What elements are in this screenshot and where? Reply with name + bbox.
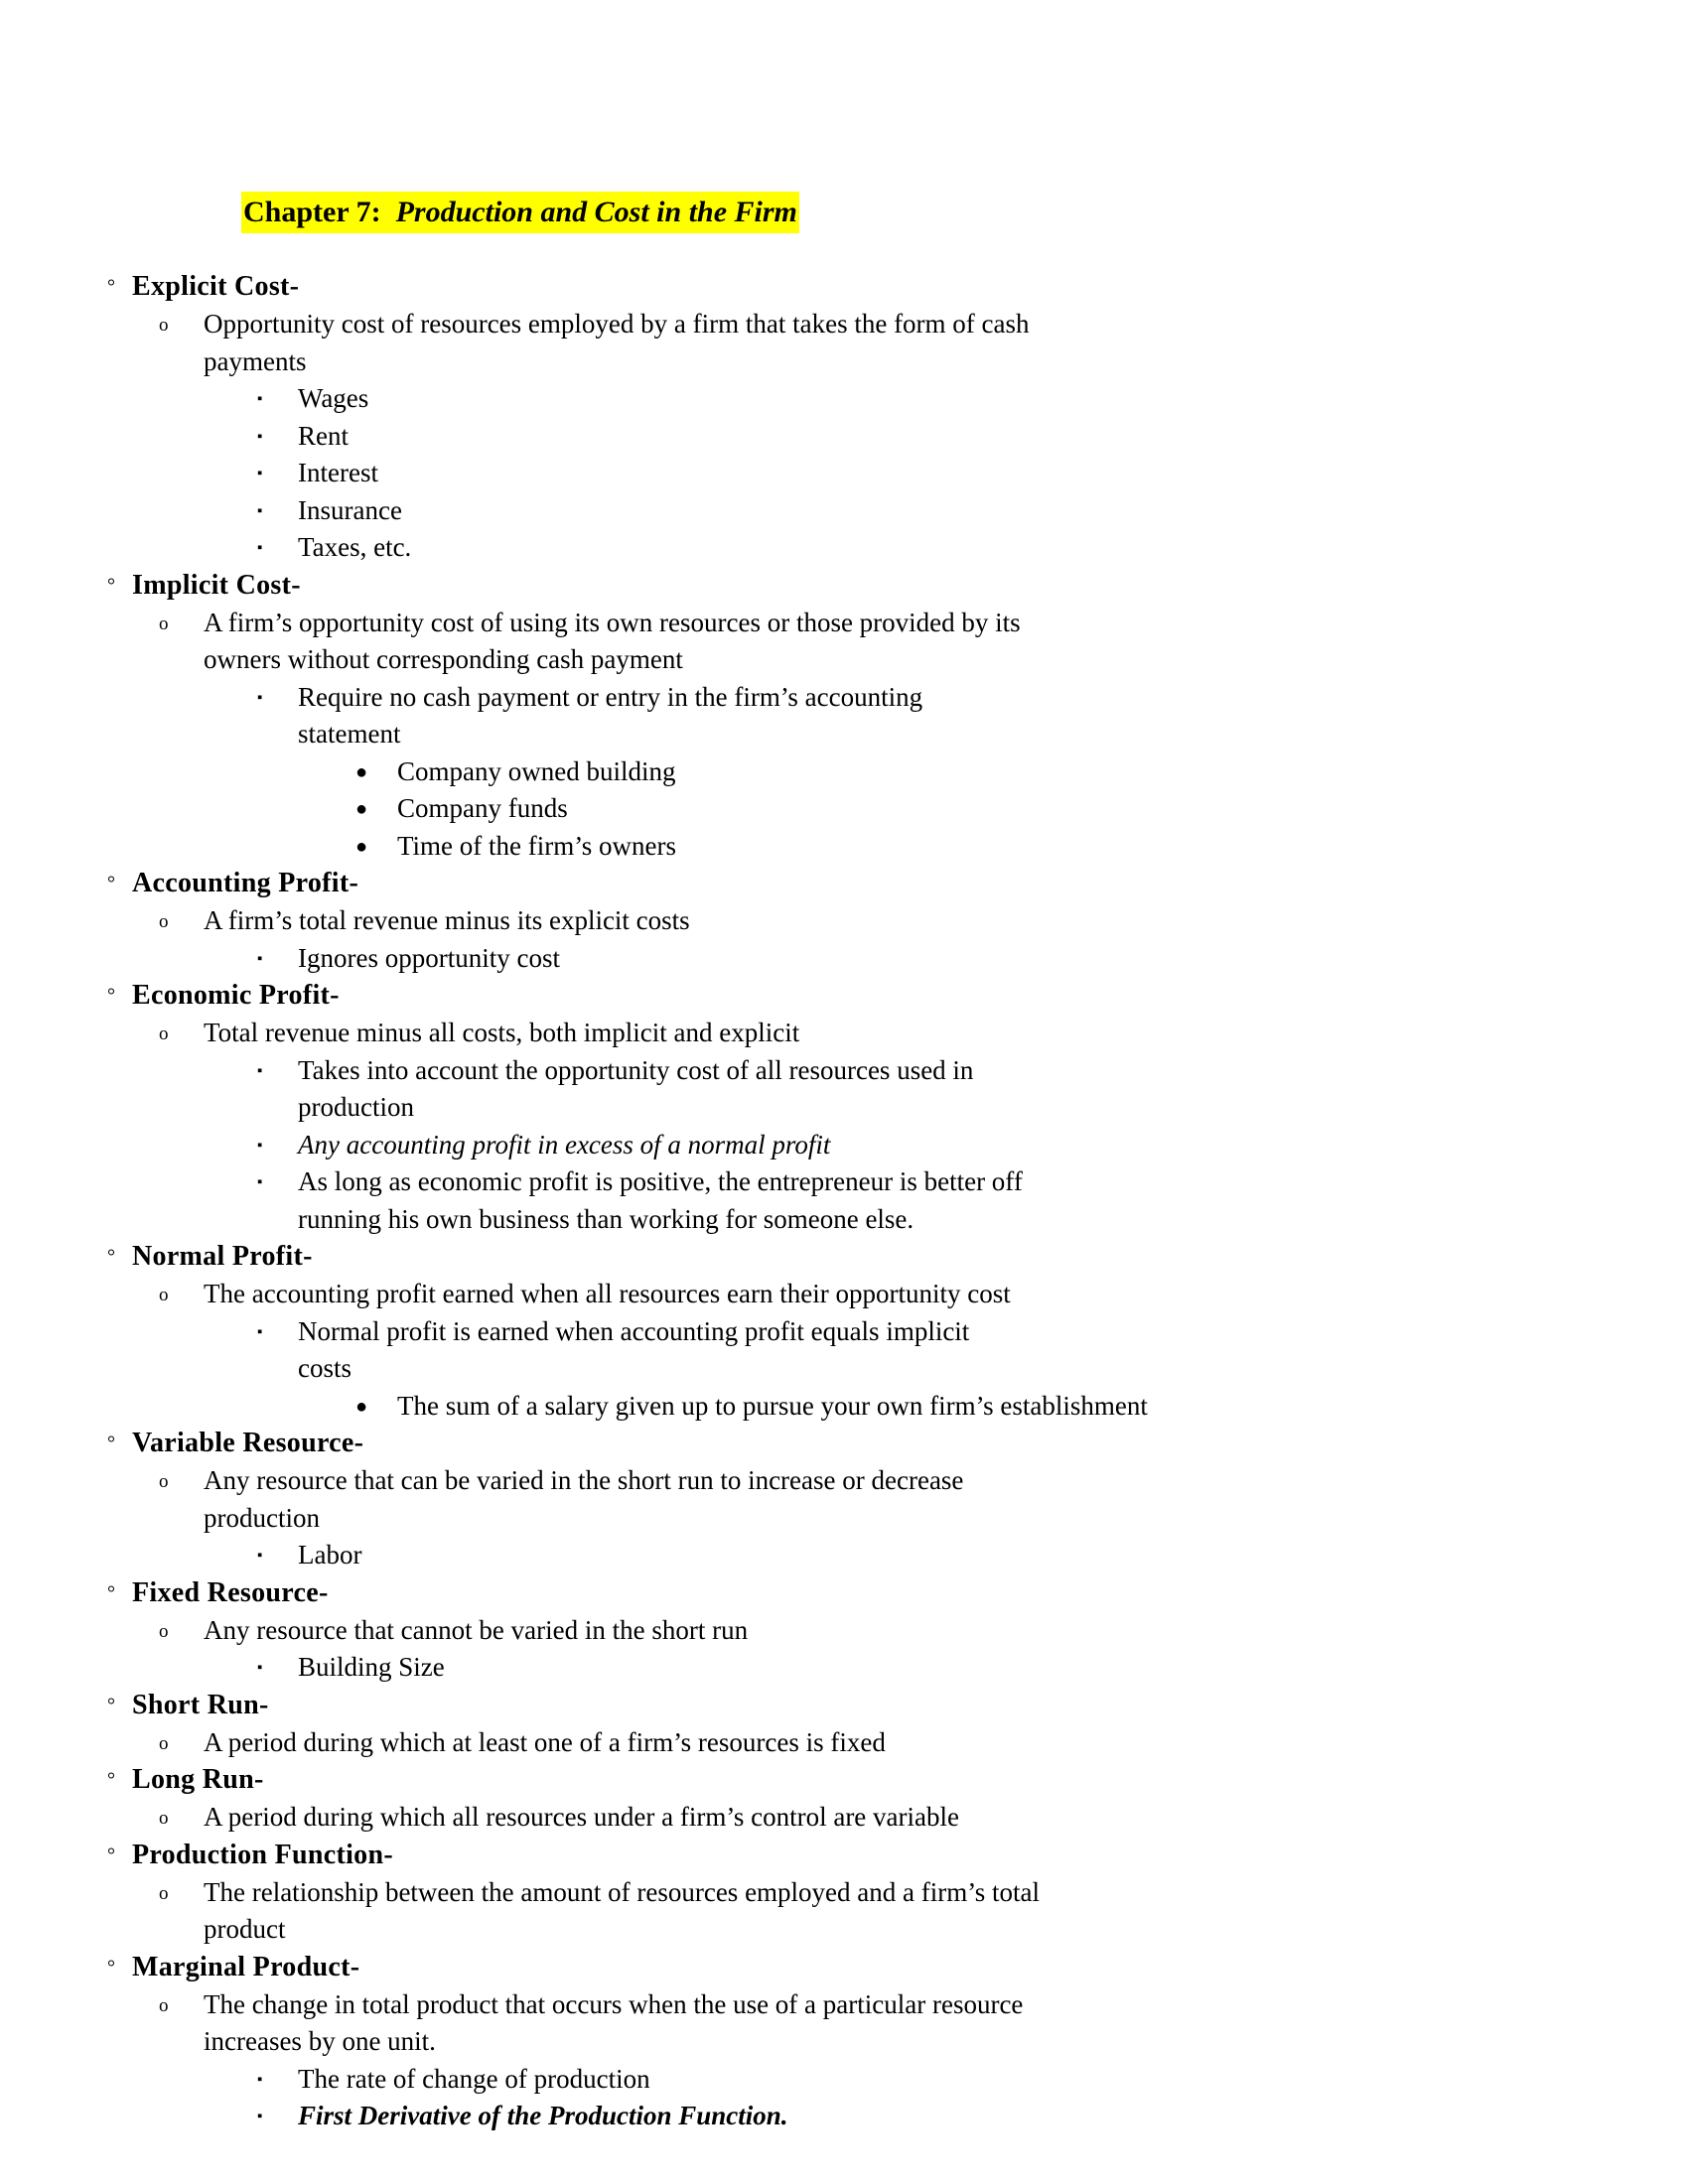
outline-item-level-2: [0, 1015, 1082, 1052]
outline-item-level-3: [0, 418, 1023, 456]
chapter-label: Chapter 7:: [243, 196, 381, 228]
outline-item-text: Ignores opportunity cost: [298, 942, 560, 973]
outline-item-text: Insurance: [298, 494, 402, 525]
bullet-level-1-icon: °: [107, 1843, 116, 1866]
bullet-level-2-icon: o: [159, 613, 169, 634]
outline-item-text: Labor: [298, 1540, 362, 1570]
outline-item-level-4: [0, 790, 1688, 828]
outline-item-text: As long as economic profit is positive, the entrepreneur is better off running his own business than working for someone else.: [298, 1166, 1023, 1234]
outline-item-text: Interest: [298, 458, 378, 487]
bullet-level-2-icon: o: [159, 1994, 169, 2016]
outline-item-text: Long Run-: [132, 1764, 264, 1795]
outline-item-level-3: [0, 1163, 1023, 1238]
bullet-level-2-icon: o: [159, 1285, 169, 1305]
outline-item-level-3: [0, 1537, 1023, 1574]
outline-item-level-1: [0, 1837, 1688, 1874]
outline-item-level-2: [0, 1874, 1082, 1949]
bullet-level-3-icon: ▪: [257, 391, 263, 407]
outline-item-level-3: [0, 2061, 1023, 2099]
bullet-level-4-icon: ●: [355, 1395, 368, 1418]
bullet-level-1-icon: °: [107, 873, 116, 894]
outline-item-level-2: [0, 1462, 1082, 1537]
outline-item-level-3: [0, 1649, 1023, 1687]
bullet-level-1-icon: °: [107, 1433, 116, 1454]
bullet-level-2-icon: o: [159, 315, 169, 336]
outline-item-level-1: [0, 977, 1688, 1015]
outline-item-level-1: [0, 865, 1688, 902]
bullet-level-2-icon: o: [159, 1471, 169, 1492]
outline-item-level-4: [0, 753, 1688, 791]
outline-item-text: The rate of change of production: [298, 2063, 650, 2094]
outline-item-text: Opportunity cost of resources employed by a firm that takes the form of cash payments: [204, 309, 1030, 376]
bullet-level-4-icon: ●: [355, 798, 368, 820]
outline-item-level-1: [0, 1949, 1688, 1986]
outline-item-level-3: [0, 492, 1023, 530]
outline-item-level-2: [0, 1986, 1082, 2061]
outline-item-text: Company funds: [397, 793, 568, 823]
bullet-level-1-icon: °: [107, 574, 116, 597]
outline-item-level-3: [0, 455, 1023, 492]
outline-item-text: The relationship between the amount of resources employed and a firm’s total product: [204, 1876, 1040, 1944]
outline-item-text: Taxes, etc.: [298, 532, 412, 562]
outline-item-text: Variable Resource-: [132, 1428, 364, 1458]
outline-item-level-3: [0, 679, 1023, 753]
outline-item-level-4: [0, 828, 1688, 866]
title-highlight: [241, 192, 799, 233]
outline-item-text: Economic Profit-: [132, 980, 340, 1011]
outline-item-text: Implicit Cost-: [132, 569, 301, 601]
page-title: [241, 192, 799, 233]
outline-item-text: A period during which all resources under a firm’s control are variable: [204, 1802, 959, 1832]
outline-item-text: Building Size: [298, 1652, 445, 1682]
outline-item-text: First Derivative of the Production Function.: [298, 2101, 788, 2130]
outline-item-level-1: [0, 1687, 1688, 1724]
title-separator: [381, 196, 396, 228]
outline-item-level-3: [0, 380, 1023, 418]
outline-item-level-1: [0, 1761, 1688, 1799]
outline-item-level-2: [0, 1612, 1082, 1650]
outline-item-text: A period during which at least one of a firm’s resources is fixed: [204, 1726, 886, 1757]
bullet-level-3-icon: ▪: [257, 1062, 263, 1079]
bullet-level-3-icon: ▪: [257, 2109, 263, 2124]
outline-item-text: Any resource that cannot be varied in the short run: [204, 1614, 749, 1645]
outline-item-level-2: [0, 1724, 1082, 1762]
outline-item-text: The accounting profit earned when all resources earn their opportunity cost: [204, 1279, 1011, 1308]
outline-item-level-3: [0, 1127, 1023, 1164]
bullet-level-1-icon: °: [107, 1769, 116, 1791]
outline-item-text: Takes into account the opportunity cost of all resources used in production: [298, 1054, 974, 1122]
bullet-level-1-icon: °: [107, 1581, 116, 1604]
bullet-level-1-icon: °: [107, 985, 116, 1007]
outline-item-text: Short Run-: [132, 1689, 269, 1720]
outline-item-level-2: [0, 1276, 1082, 1313]
outline-item-level-4: [0, 1388, 1688, 1426]
outline-item-level-1: [0, 1574, 1688, 1612]
outline-item-text: Wages: [298, 383, 369, 413]
outline-item-text: Accounting Profit-: [132, 868, 359, 898]
bullet-level-1-icon: °: [107, 276, 116, 298]
outline-item-level-3: [0, 529, 1023, 567]
bullet-level-2-icon: o: [159, 1808, 169, 1829]
outline-item-text: Company owned building: [397, 755, 676, 786]
outline-item-text: Production Function-: [132, 1839, 393, 1870]
outline-item-level-1: [0, 1238, 1688, 1276]
outline-item-level-1: [0, 567, 1688, 605]
outline-item-text: Normal Profit-: [132, 1241, 313, 1272]
outline-item-text: The sum of a salary given up to pursue your own firm’s establishment: [397, 1390, 1148, 1421]
outline-item-level-2: [0, 1799, 1082, 1837]
bullet-level-4-icon: ●: [355, 835, 368, 858]
outline-item-level-2: [0, 306, 1082, 380]
bullet-level-2-icon: o: [159, 911, 169, 932]
bullet-level-3-icon: ▪: [257, 1174, 263, 1190]
outline-item-text: The change in total product that occurs when the use of a particular resource increases by one unit.: [204, 1988, 1024, 2056]
bullet-level-2-icon: o: [159, 1024, 169, 1044]
outline-item-text: Time of the firm’s owners: [397, 830, 676, 861]
bullet-level-3-icon: ▪: [257, 1323, 263, 1340]
outline-item-text: Any accounting profit in excess of a normal profit: [298, 1129, 831, 1160]
outline-item-level-3: [0, 1313, 1023, 1388]
outline-item-text: Explicit Cost-: [132, 271, 300, 302]
bullet-level-3-icon: ▪: [257, 950, 263, 967]
bullet-level-3-icon: ▪: [257, 1548, 263, 1564]
outline-item-text: Rent: [298, 420, 349, 451]
outline-item-level-2: [0, 902, 1082, 940]
bullet-level-1-icon: °: [107, 1956, 116, 1979]
outline-item-level-2: [0, 605, 1082, 679]
outline-item-text: Marginal Product-: [132, 1951, 360, 1982]
bullet-level-3-icon: ▪: [257, 540, 263, 556]
bullet-level-2-icon: o: [159, 1882, 169, 1904]
outline-item-text: Any resource that can be varied in the short run to increase or decrease production: [204, 1465, 964, 1533]
bullet-level-3-icon: ▪: [257, 466, 263, 481]
bullet-level-3-icon: ▪: [257, 689, 263, 706]
outline-item-text: Normal profit is earned when accounting profit equals implicit costs: [298, 1315, 970, 1383]
outline-item-text: Fixed Resource-: [132, 1576, 329, 1608]
bullet-level-3-icon: ▪: [257, 1137, 263, 1154]
outline-item-text: Total revenue minus all costs, both implicit and explicit: [204, 1018, 800, 1047]
outline-item-text: A firm’s opportunity cost of using its own resources or those provided by its owners without corresponding cash payment: [204, 607, 1021, 674]
bullet-level-3-icon: ▪: [257, 502, 263, 519]
bullet-level-1-icon: °: [107, 1246, 116, 1268]
bullet-level-3-icon: ▪: [257, 2071, 263, 2088]
outline-item-level-3: [0, 2098, 1023, 2135]
chapter-name: Production and Cost in the Firm: [395, 196, 797, 228]
bullet-level-3-icon: ▪: [257, 1660, 263, 1676]
outline-item-level-1: [0, 268, 1688, 306]
bullet-level-2-icon: o: [159, 1620, 169, 1642]
bullet-level-1-icon: °: [107, 1694, 116, 1716]
outline-item-text: A firm’s total revenue minus its explicit costs: [204, 905, 690, 935]
bullet-level-2-icon: o: [159, 1732, 169, 1754]
bullet-level-4-icon: ●: [355, 760, 368, 783]
outline-item-level-3: [0, 1052, 1023, 1127]
outline-item-text: Require no cash payment or entry in the firm’s accounting statement: [298, 681, 923, 749]
notes-outline: [0, 268, 1688, 2135]
bullet-level-3-icon: ▪: [257, 428, 263, 445]
outline-item-level-1: [0, 1425, 1688, 1462]
outline-item-level-3: [0, 940, 1023, 978]
